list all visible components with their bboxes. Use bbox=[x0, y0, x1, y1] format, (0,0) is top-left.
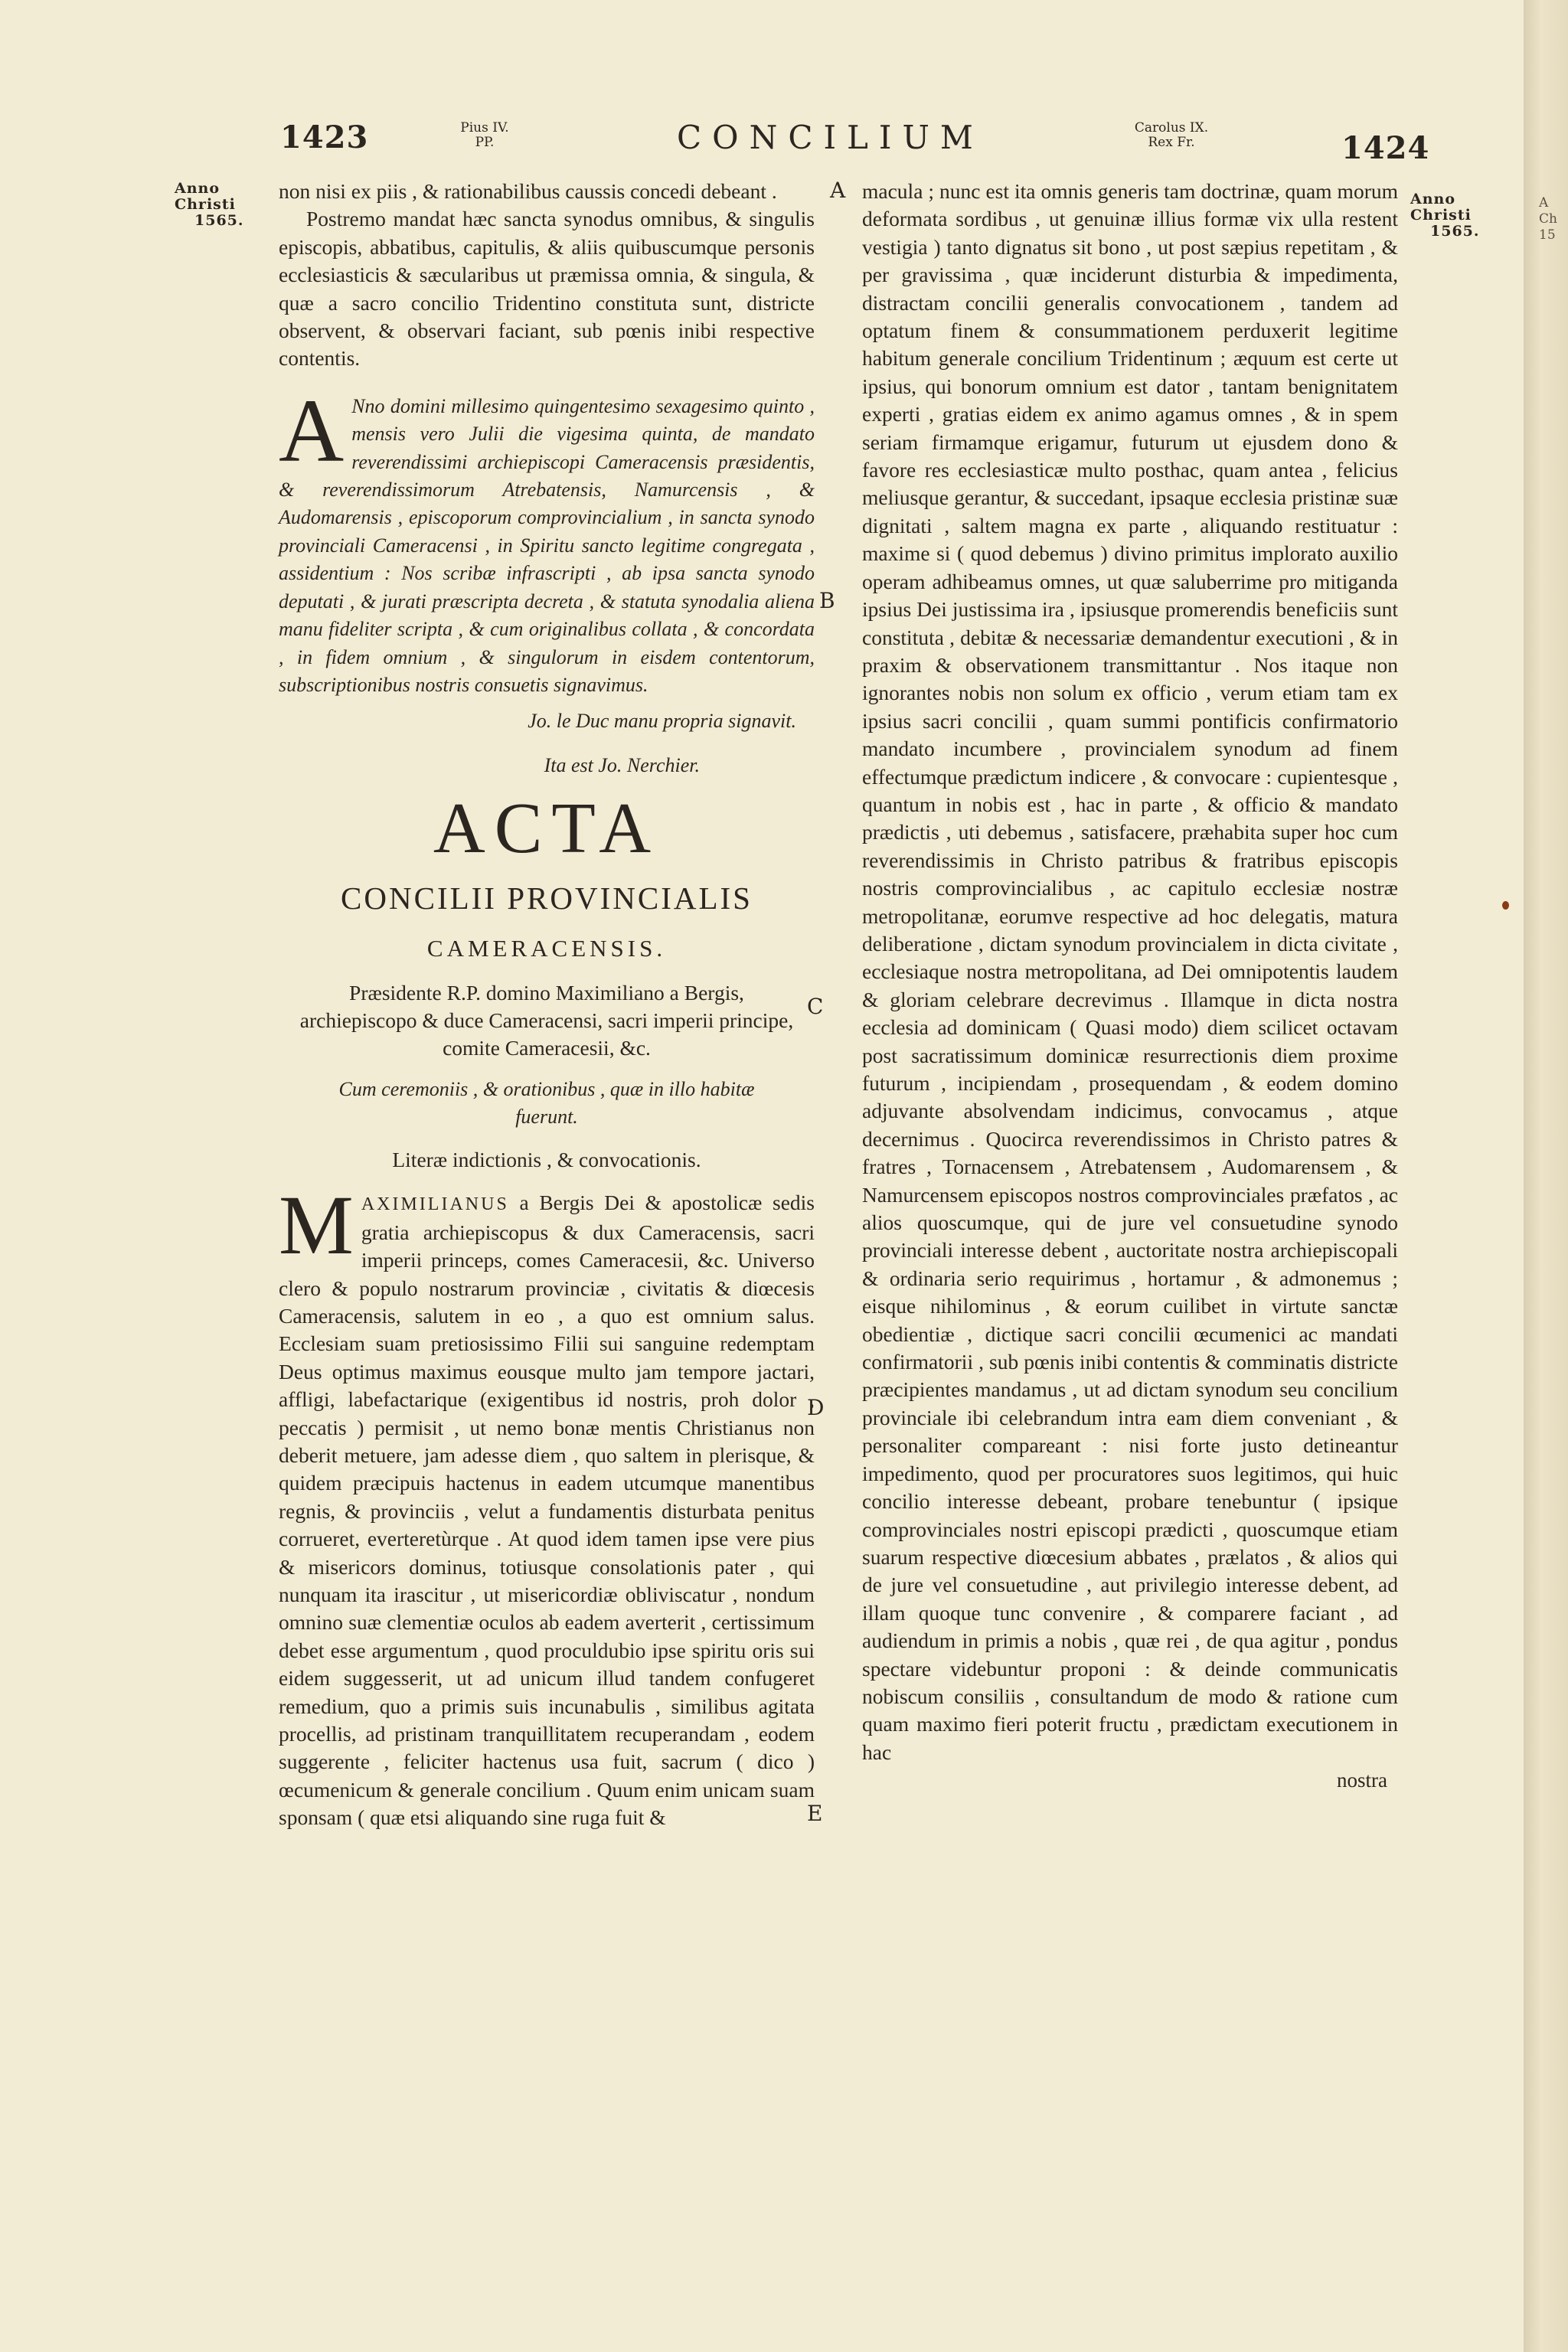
right-column bbox=[862, 178, 1398, 1795]
acta-subheading: CONCILII PROVINCIALIS bbox=[341, 880, 753, 916]
attestation-body: Nno domini millesimo quingentesimo sexagesimo quinto , mensis vero Julii die vigesima quinta, de mandato reverendissimi archiepiscopi Cameracensis præsidentis, & reverendissimorum Atrebatensis, Namurcensis , & Audomarensis , episcoporum comprovincialium , in sancta synodo provinciali Cameracensi , in Spiritu sancto legitime congregata , assidentium : Nos scribæ infrascripti , ab ipsa sancta synodo deputati , & jurati præscripta decreta , & statuta synodalia aliena manu fideliter scripta , & cum originalibus collata , & concordata , in fidem omnium , & singulorum in eisdem contentorum, subscriptionibus nostris consuetis signavimus. bbox=[279, 394, 815, 696]
paragraph-postremo: Postremo mandat hæc sancta synodus omnibus, & singulis episcopis, abbatibus, capitulis, & aliis quibuscumque personis ecclesiasticis & sæcularibus ut præmissa omnia, & singula, & quæ a sacro concilio Tridentino constituta sunt, districte observent, & observari faciant, sub pœnis inibi respective contentis. bbox=[279, 207, 815, 371]
letter-name-smallcaps: AXIMILIANUS bbox=[361, 1194, 509, 1215]
left-column bbox=[279, 178, 815, 1832]
page-gutter bbox=[1524, 0, 1568, 2352]
signature-nerchier: Ita est Jo. Nerchier. bbox=[544, 754, 700, 777]
letters-heading: Literæ indictionis , & convocationis. bbox=[392, 1148, 701, 1172]
header-pope bbox=[450, 121, 519, 150]
header-pope-title: PP. bbox=[475, 135, 495, 150]
section-letter-a: A bbox=[830, 178, 846, 203]
paragraph-continuation: non nisi ex piis , & rationabilibus caussis concedi debeant . bbox=[279, 179, 777, 203]
page-title: CONCILIUM bbox=[677, 119, 984, 156]
section-letter-b: B bbox=[819, 588, 835, 613]
margin-year: 1565. bbox=[1430, 223, 1480, 240]
drop-cap-a: A bbox=[279, 380, 345, 481]
header-king-title: Rex Fr. bbox=[1148, 135, 1195, 150]
left-page-number: 1423 bbox=[280, 119, 369, 155]
left-margin-year bbox=[175, 181, 244, 229]
presidente-line: Præsidente R.P. domino Maximiliano a Bergis, archiepiscopo & duce Cameracensi, sacri imperii principe, comite Cameracesii, &c. bbox=[299, 981, 794, 1060]
section-letter-e: E bbox=[807, 1801, 823, 1826]
margin-anno: Anno bbox=[1410, 191, 1456, 207]
next-page-edge-fragment: A Ch 15 bbox=[1539, 195, 1557, 243]
paper-stain bbox=[1502, 901, 1509, 910]
catchword: nostra bbox=[1337, 1769, 1387, 1792]
margin-christi: Christi bbox=[175, 196, 236, 213]
margin-anno: Anno bbox=[175, 180, 220, 197]
margin-christi: Christi bbox=[1410, 207, 1472, 224]
margin-year: 1565. bbox=[194, 212, 244, 229]
acta-heading: ACTA bbox=[433, 789, 661, 869]
header-pope-name: Pius IV. bbox=[460, 120, 509, 136]
right-column-text: macula ; nunc est ita omnis generis tam doctrinæ, quam morum deformata sordibus , ut genuinæ illius formæ vix ulla restent vestigia ) tanto dignatus sit bono , ut post sæpius repetitam , & per gravissima , quæ inciderunt disturbia & impedimenta, distractam concilii generalis convocationem , tandem ad optatum finem & consummationem perduxerit legitime habitum generale concilium Tridentinum ; æquum est certe ut ipsius, qui bonorum omnium est dator , tantam benignitatem experti , gratias eidem ex animo agamus omnes , & in spem seriam firmamque erigamur, futurum ut ejusdem dono & favore res ecclesiasticæ multo posthac, quam antea , felicius meliusque gerantur, & succedant, ipsaque ecclesia pristinæ suæ dignitati , saltem magna ex parte , aliquando restituatur : maxime si ( quod debemus ) divino primitus implorato auxilio operam adhibeamus omnes, ut quæ saluberrime pro mitiganda ipsius Dei justissima ira , ipsiusque promerendis beneficiis sunt constituta , debitæ & necessariæ demandentur executioni , & in praxim & observationem transmittantur . Nos itaque non ignorantes nobis non solum ex officio , verum etiam tam ex ipsius sacri concilii , quam summi pontificis confirmatorio mandato incumbere , provincialem synodum ad finem effectumque prædictum indicere , & convocare : cupientesque , quantum in nobis est , hac in parte , & officio & mandato prædictis , uti debemus , satisfacere, præhabita super hoc cum reverendissimis in Christo patribus & fratribus episcopis nostris comprovincialibus , ac capitulo ecclesiæ nostræ metropolitanæ, eorumve respective ad hoc delegatis, matura deliberatione , dictam synodum provincialem in dicta civitate , ecclesiaque nostra metropolitana, ad Dei omnipotentis laudem & gloriam celebrare decrevimus . Illamque in dicta nostra ecclesia ad dominicam ( Quasi modo) diem scilicet octavam post sacratissimum dominicæ resurrectionis diem proxime futurum , incipiendam , prosequendam , & eodem domino adjuvante absolvendam indicimus, convocamus , atque decernimus . Quocirca reverendissimos in Christo patres & fratres , Tornacensem , Atrebatensem , Audomarensem , & Namurcensem episcopos nostros comprovinciales præfatos , ac alios quoscumque, qui de jure vel consuetudine synodo provinciali interesse debent , auctoritate nostra archiepiscopali & ordinaria serio requirimus , hortamur , & admonemus ; eisque nihilominus , & eorum cuilibet in virtute sanctæ obedientiæ , dictique sacri concilii œcumenici ac mandati confirmatorii , sub pœnis inibi contentis & comminatis districte præcipientes mandamus , ut ad dictam synodum seu concilium provinciale ibi celebrandum intra eam diem conveniant , & personaliter compareant : nisi forte justo detineantur impedimento, quod per procuratores suos legitimos, qui huic concilio interesse debeant, probare tenebuntur ( ipsique comprovinciales nostri episcopi prædicti , quoscumque etiam suarum respective diœcesium abbates , prælatos , & alios qui de jure vel consuetudine , aut privilegio interesse debent, ad illam quoque tunc convenire , & comparere faciant , ad audiendum in primis a nobis , quæ rei , de qua agitur , pondus spectare videbuntur proponi : & deinde communicatis nobiscum consiliis , consultandum de modo & ratione cum quam maximo fieri poterit fructu , prædictam executionem in hac bbox=[862, 179, 1398, 1764]
acta-cameracensis: CAMERACENSIS. bbox=[426, 935, 667, 962]
notarial-attestation bbox=[279, 380, 815, 699]
letter-of-convocation bbox=[279, 1178, 815, 1831]
header-king bbox=[1114, 121, 1229, 150]
right-page-number: 1424 bbox=[1341, 130, 1430, 166]
drop-cap-m: M bbox=[279, 1178, 354, 1272]
section-letter-c: C bbox=[807, 994, 824, 1019]
section-letter-d: D bbox=[807, 1395, 825, 1420]
letter-body: a Bergis Dei & apostolicæ sedis gratia archiepiscopus & dux Cameracensis, sacri imperii princeps, comes Cameracesii, &c. Universo clero & populo nostrarum provinciæ , civitatis & diœcesis Cameracensis, salutem in eo , a quo est omnium salus. Ecclesiam suam pretiosissimo Filii sui sanguine redemptam Deus optimus maximus eousque multo jam tempore jactari, affligi, labefactarique (exigentibus id nostris, proh dolor , peccatis ) permisit , ut nemo bonæ mentis Christianus non deberit metuere, jam adesse diem , quo saltem in plerisque, & quidem præcipuis hactenus in eadem utcumque manentibus regnis, & provinciis , velut a fundamentis disturbata penitus corrueret, everteretùrque . At quod idem tamen ipse vere pius & misericors dominus, totiusque consolationis pater , qui nunquam ita irascitur , ut misericordiæ obliviscatur , nondum omnino suæ clementiæ oculos ab eadem averterit , certissimum debet esse argumentum , quod proculdubio ipse spiritu oris sui eidem suggesserit, ut ad unicum illud tandem confugeret remedium, quo a primis suis incunabulis , similibus agitata procellis, ad pristinam tranquillitatem recuperandam , eodem suggerente , feliciter hactenus usa fuit, sacrum ( dico ) œcumenicum & generale concilium . Quum enim unicam suam sponsam ( quæ etsi aliquando sine ruga fuit & bbox=[279, 1191, 815, 1830]
ceremonies-line: Cum ceremoniis , & orationibus , quæ in illo habitæ fuerunt. bbox=[338, 1078, 755, 1129]
right-margin-year bbox=[1410, 191, 1480, 240]
attestation-text bbox=[279, 380, 815, 699]
signature-le-duc: Jo. le Duc manu propria signavit. bbox=[528, 710, 796, 733]
header-king-name: Carolus IX. bbox=[1134, 120, 1209, 136]
